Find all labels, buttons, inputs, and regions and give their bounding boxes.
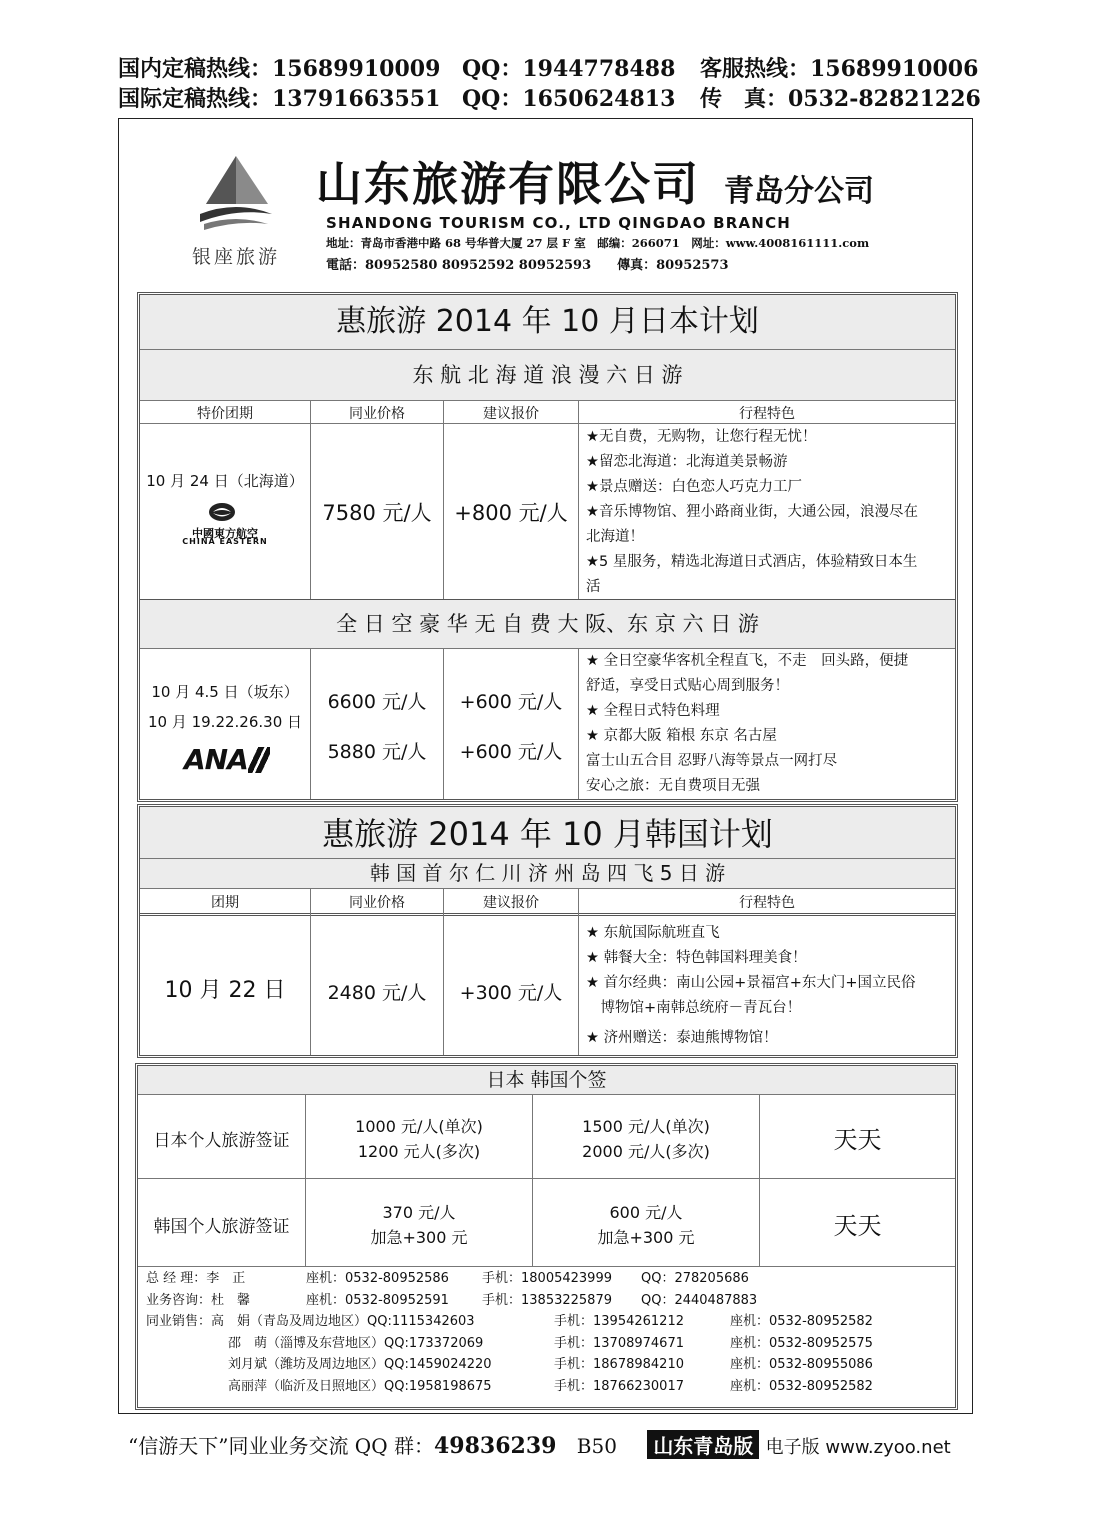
korea-tour-date: 10 月 22 日: [164, 978, 286, 1003]
price-line: 1200 元人(多次): [357, 1142, 481, 1161]
ana-logo: [184, 743, 270, 776]
japan-visa-schedule: 天天: [833, 1126, 882, 1154]
price-line: 1500 元/人(单次): [582, 1117, 710, 1136]
china-eastern-logo-icon: [208, 502, 236, 522]
korea-visa-quote: [533, 1200, 759, 1250]
contact-name: 高丽萍（临沂及日照地区）QQ:1958198675: [228, 1379, 492, 1394]
japan-plan-title: 惠旅游 2014 年 10 月日本计划: [140, 295, 955, 350]
feature-line: 富士山五合目 忍野八海等景点一网打尽: [586, 753, 838, 769]
japan-col-quote: 建议报价: [483, 406, 539, 422]
japan-tour1-date: 10 月 24 日（北海道）: [146, 472, 304, 490]
korea-peer-price: 2480 元/人: [327, 982, 427, 1004]
price-line: 1000 元/人(单次): [355, 1117, 483, 1136]
japan-tour2-quote-2: +600 元/人: [459, 741, 563, 763]
japan-tour2-features: [586, 649, 956, 799]
feature-line: ★ 首尔经典：南山公园+景福宫+东大门+国立民俗: [586, 975, 916, 991]
feature-line: ★ 京都大阪 箱根 东京 名古屋: [586, 728, 777, 744]
logo-caption: 银座旅游: [192, 246, 281, 268]
korea-quote: +300 元/人: [459, 982, 563, 1004]
china-eastern-cn: 中國東方航空: [192, 527, 258, 540]
contact-mobile: 手机：18678984210: [554, 1357, 684, 1373]
feature-line: ★ 韩餐大全：特色韩国料理美食！: [586, 950, 807, 966]
korea-visa-peer: [306, 1200, 532, 1250]
price-line: 加急+300 元: [597, 1228, 695, 1247]
feature-line: 舒适，享受日式贴心周到服务！: [586, 678, 789, 694]
japan-tour1-peer-price: 7580 元/人: [322, 501, 432, 525]
feature-line: ★ 东航国际航班直飞: [586, 925, 720, 941]
price-line: 2000 元/人(多次): [582, 1142, 710, 1161]
contact-name: 总 经 理：李 正: [146, 1271, 246, 1286]
feature-line: 安心之旅：无自费项目无强: [586, 778, 760, 794]
domestic-hotline: 国内定稿热线：15689910009: [118, 56, 441, 82]
contact-mobile: 手机：13954261212: [554, 1314, 684, 1330]
page-footer: [128, 1430, 951, 1459]
feature-line: 北海道！: [586, 529, 644, 545]
company-english-name: SHANDONG TOURISM CO., LTD QINGDAO BRANCH: [326, 214, 792, 232]
feature-line: ★景点赠送：白色恋人巧克力工厂: [586, 479, 802, 495]
footer-qq-group: 49836239: [433, 1433, 557, 1459]
japan-tour2-quote-1: +600 元/人: [459, 691, 563, 713]
korea-col-date: 团期: [211, 895, 239, 911]
visa-title: 日本 韩国个签: [138, 1066, 955, 1095]
contact-qq: QQ：278205686: [641, 1271, 749, 1286]
contact-mobile: 手机：18766230017: [554, 1379, 684, 1394]
footer-edition: 山东青岛版: [647, 1430, 759, 1459]
contact-name: 业务咨询：杜 馨: [146, 1292, 251, 1308]
service-hotline: 客服热线：15689910006: [700, 56, 979, 82]
japan-tour1-features: [586, 425, 956, 600]
intl-qq: QQ：1650624813: [462, 86, 676, 112]
korea-col-peer-price: 同业价格: [349, 895, 405, 911]
contact-landline: 座机：0532-80952582: [730, 1314, 873, 1330]
japan-tour1-quote: +800 元/人: [454, 501, 568, 525]
contact-qq: QQ：2440487883: [641, 1292, 758, 1308]
japan-visa-label: 日本个人旅游签证: [153, 1131, 290, 1151]
contact-name: 同业销售：高 娟（青岛及周边地区）QQ:1115342603: [146, 1314, 475, 1330]
footer-website: 电子版 www.zyoo.net: [765, 1437, 951, 1458]
price-line: 370 元/人: [382, 1203, 456, 1222]
japan-visa-quote: [533, 1114, 759, 1164]
japan-tour2-peer-price-1: 6600 元/人: [327, 691, 427, 713]
contact-mobile: 手机：13853225879: [482, 1292, 612, 1308]
footer-page-number: B50: [576, 1434, 617, 1458]
feature-line: ★ 全程日式特色料理: [586, 703, 720, 719]
japan-plan-box: [137, 292, 958, 802]
japan-visa-peer: [306, 1114, 532, 1164]
company-name: 山东旅游有限公司: [316, 157, 700, 211]
visa-box: [135, 1063, 958, 1410]
domestic-qq: QQ：1944778488: [462, 56, 676, 82]
japan-col-peer-price: 同业价格: [349, 406, 405, 422]
feature-line: ★留恋北海道：北海道美景畅游: [586, 454, 788, 470]
sail-triangle-icon: [196, 156, 276, 236]
feature-line: ★ 全日空豪华客机全程直飞，不走 回头路，便捷: [586, 653, 909, 669]
ana-logo-text: ANA: [184, 743, 248, 776]
japan-tour2-date2: 10 月 19.22.26.30 日: [147, 713, 303, 731]
japan-col-date: 特价团期: [197, 406, 253, 422]
contact-landline: 座机：0532-80952586: [306, 1271, 449, 1286]
japan-col-features: 行程特色: [739, 406, 795, 422]
contact-landline: 座机：0532-80952591: [306, 1292, 449, 1308]
fax-number: 传 真：0532-82821226: [700, 86, 981, 112]
korea-plan-title: 惠旅游 2014 年 10 月韩国计划: [140, 807, 955, 858]
company-phones: 電話：80952580 80952592 80952593 傳真：80952573: [326, 258, 729, 273]
intl-hotline: 国际定稿热线：13791663551: [118, 86, 441, 112]
japan-tour2-date1: 10 月 4.5 日（坂东）: [151, 683, 299, 701]
contact-landline: 座机：0532-80955086: [730, 1357, 873, 1373]
feature-line: ★ 济州赠送：泰迪熊博物馆！: [586, 1030, 778, 1046]
japan-tour1-name: 东 航 北 海 道 浪 漫 六 日 游: [140, 350, 955, 401]
korea-tour-name: 韩 国 首 尔 仁 川 济 州 岛 四 飞 5 日 游: [140, 858, 955, 889]
china-eastern-en: CHINA EASTERN: [182, 537, 268, 546]
contact-name: 邵 萌（淄博及东营地区）QQ:173372069: [228, 1335, 484, 1351]
korea-col-quote: 建议报价: [483, 895, 539, 911]
contact-mobile: 手机：18005423999: [482, 1271, 612, 1286]
contact-mobile: 手机：13708974671: [554, 1335, 684, 1351]
price-line: 加急+300 元: [370, 1228, 468, 1247]
korea-plan-box: [137, 804, 958, 1058]
feature-line: ★无自费，无购物，让您行程无忧！: [586, 429, 817, 445]
feature-line: 博物馆+南韩总统府－青瓦台！: [586, 1000, 802, 1016]
ana-stripes-icon: [248, 747, 270, 773]
feature-line: 活: [586, 579, 601, 595]
contact-name: 刘月斌（潍坊及周边地区）QQ:1459024220: [228, 1357, 492, 1373]
feature-line: ★5 星服务，精选北海道日式酒店，体验精致日本生: [586, 554, 918, 570]
korea-visa-schedule: 天天: [833, 1212, 882, 1240]
company-address: 地址：青岛市香港中路 68 号华普大厦 27 层 F 室 邮编：266071 网址：www.4008161111.com: [326, 236, 870, 250]
feature-line: ★音乐博物馆、狸小路商业街，大通公园，浪漫尽在: [586, 504, 918, 520]
korea-visa-label: 韩国个人旅游签证: [153, 1217, 290, 1237]
company-branch: 青岛分公司: [724, 174, 874, 209]
footer-slogan: “信游天下”同业业务交流 QQ 群：: [128, 1434, 434, 1458]
price-line: 600 元/人: [609, 1203, 683, 1222]
japan-tour2-peer-price-2: 5880 元/人: [327, 741, 427, 763]
korea-col-features: 行程特色: [739, 895, 795, 911]
japan-tour2-name: 全 日 空 豪 华 无 自 费 大 阪、东 京 六 日 游: [140, 600, 955, 649]
korea-features: [586, 921, 956, 1051]
contact-landline: 座机：0532-80952582: [730, 1379, 873, 1394]
contact-landline: 座机：0532-80952575: [730, 1335, 873, 1351]
